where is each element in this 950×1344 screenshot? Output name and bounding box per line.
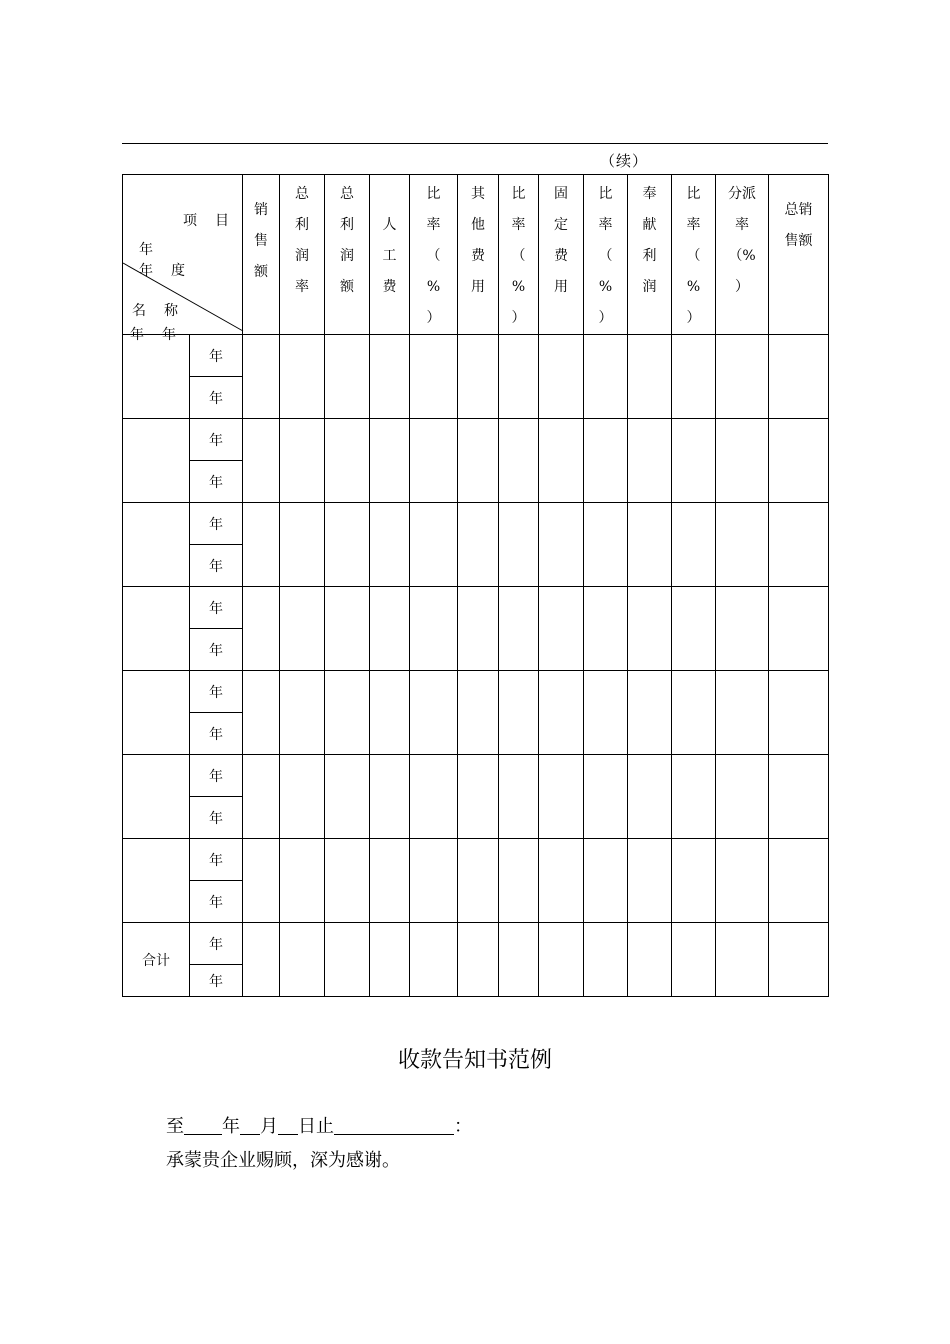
data-cell[interactable] — [716, 839, 769, 923]
name-cell — [123, 755, 190, 839]
header-row — [123, 175, 829, 335]
column-header-char: 工 — [382, 248, 397, 264]
data-cell[interactable] — [325, 671, 370, 755]
data-cell[interactable] — [243, 587, 280, 671]
column-header-char: 献 — [642, 217, 657, 233]
column-header-char: 用 — [471, 279, 485, 295]
data-cell[interactable] — [458, 335, 499, 419]
data-cell[interactable] — [325, 587, 370, 671]
data-cell[interactable] — [584, 503, 628, 587]
column-header — [280, 175, 325, 335]
data-cell[interactable] — [584, 335, 628, 419]
month-blank[interactable] — [240, 1114, 260, 1135]
data-cell[interactable] — [410, 419, 458, 503]
data-cell[interactable] — [499, 755, 539, 839]
year-label: 年 — [139, 242, 155, 258]
name-cell — [123, 839, 190, 923]
data-cell[interactable] — [769, 923, 829, 997]
column-header-char: 他 — [471, 217, 485, 233]
column-header-char: （ — [426, 248, 441, 264]
column-header-char: ） — [735, 279, 749, 295]
data-cell[interactable] — [280, 503, 325, 587]
data-cell[interactable] — [769, 839, 829, 923]
column-header-char: 其 — [471, 186, 485, 202]
name-cell — [123, 671, 190, 755]
data-cell[interactable] — [628, 755, 672, 839]
table-row — [123, 503, 829, 545]
column-header-char: （% — [728, 248, 756, 264]
column-header-char: 率 — [735, 217, 749, 233]
data-cell[interactable] — [458, 503, 499, 587]
column-header — [370, 175, 410, 335]
data-cell[interactable] — [458, 587, 499, 671]
column-header-char: 利 — [295, 217, 309, 233]
data-cell[interactable] — [584, 419, 628, 503]
data-cell[interactable] — [370, 419, 410, 503]
column-header-char: 销 — [254, 202, 268, 218]
column-header-char: 人 — [382, 217, 397, 233]
continued-label: （续） — [600, 152, 649, 170]
column-header — [325, 175, 370, 335]
data-cell[interactable] — [280, 335, 325, 419]
data-cell[interactable] — [539, 335, 584, 419]
data-cell[interactable] — [672, 839, 716, 923]
column-header-char: 额 — [340, 279, 354, 295]
data-cell[interactable] — [325, 419, 370, 503]
column-header-char: 润 — [642, 279, 657, 295]
column-header-char: 用 — [554, 279, 568, 295]
column-header — [499, 175, 539, 335]
data-cell[interactable] — [628, 419, 672, 503]
column-header — [769, 175, 829, 335]
column-header-char: % — [511, 279, 526, 295]
data-cell[interactable] — [280, 671, 325, 755]
data-cell[interactable] — [716, 419, 769, 503]
column-header-char: 利 — [642, 248, 657, 264]
data-cell[interactable] — [370, 335, 410, 419]
data-cell[interactable] — [325, 335, 370, 419]
name-cell — [123, 503, 190, 587]
data-cell[interactable] — [325, 503, 370, 587]
name-cell — [123, 335, 190, 419]
table-row — [123, 335, 829, 377]
notice-title: 收款告知书范例 — [397, 1048, 552, 1073]
data-cell[interactable] — [280, 587, 325, 671]
data-cell[interactable] — [584, 923, 628, 997]
data-cell[interactable] — [672, 335, 716, 419]
year-blank[interactable] — [184, 1114, 222, 1135]
year-cell: 年 — [190, 839, 243, 881]
column-header-char: 比 — [598, 186, 613, 202]
year-cell: 年 — [190, 461, 243, 503]
year-cell: 年 — [190, 965, 243, 997]
column-header-char: 分派 — [728, 186, 756, 202]
column-header-char: 售 — [254, 233, 268, 249]
data-cell[interactable] — [716, 671, 769, 755]
data-cell[interactable] — [769, 419, 829, 503]
year-cell: 年 — [190, 671, 243, 713]
data-cell[interactable] — [672, 923, 716, 997]
data-cell[interactable] — [325, 755, 370, 839]
column-header-char: （ — [686, 248, 701, 264]
column-header-char: 润 — [340, 248, 354, 264]
data-cell[interactable] — [370, 839, 410, 923]
data-cell[interactable] — [769, 503, 829, 587]
data-cell[interactable] — [769, 671, 829, 755]
year-cell: 年 — [190, 755, 243, 797]
data-cell[interactable] — [672, 587, 716, 671]
column-header-char: ） — [511, 310, 526, 326]
data-cell[interactable] — [280, 923, 325, 997]
column-header-char: 率 — [686, 217, 701, 233]
data-cell[interactable] — [280, 419, 325, 503]
table-row — [123, 923, 829, 965]
notice-period-line — [166, 1112, 472, 1138]
data-cell[interactable] — [628, 923, 672, 997]
table-row — [123, 671, 829, 713]
data-cell[interactable] — [539, 671, 584, 755]
column-header-char: 总 — [295, 186, 309, 202]
column-header-char: % — [686, 279, 701, 295]
year-cell: 年 — [190, 545, 243, 587]
column-header-char: ） — [686, 310, 701, 326]
year-cell: 年 — [190, 797, 243, 839]
column-header-char: % — [598, 279, 613, 295]
day-until-label: 日止 — [298, 1116, 334, 1137]
column-header-char: 奉 — [642, 186, 657, 202]
data-cell[interactable] — [672, 419, 716, 503]
table-row — [123, 419, 829, 461]
column-header — [539, 175, 584, 335]
data-cell[interactable] — [243, 671, 280, 755]
data-cell[interactable] — [410, 755, 458, 839]
data-cell[interactable] — [280, 755, 325, 839]
notice-greeting: 承蒙贵企业赐顾，深为感谢。 — [166, 1150, 400, 1171]
data-cell[interactable] — [539, 419, 584, 503]
column-header — [584, 175, 628, 335]
column-header-char: 比 — [426, 186, 441, 202]
data-cell[interactable] — [280, 839, 325, 923]
column-header — [410, 175, 458, 335]
column-header-char: 固 — [554, 186, 568, 202]
item-label: 项 目 — [183, 213, 231, 229]
column-header-char: 润 — [295, 248, 309, 264]
column-header-char: （ — [511, 248, 526, 264]
column-header-char: 定 — [554, 217, 568, 233]
fiscal-year-label: 年 度 — [139, 263, 187, 279]
data-cell[interactable] — [325, 839, 370, 923]
data-cell[interactable] — [243, 419, 280, 503]
column-header-char: 费 — [554, 248, 568, 264]
data-cell[interactable] — [539, 503, 584, 587]
data-cell[interactable] — [716, 503, 769, 587]
sales-table — [122, 174, 829, 997]
year-cell: 年 — [190, 377, 243, 419]
column-header-char: 额 — [254, 264, 268, 280]
data-cell[interactable] — [716, 755, 769, 839]
year-label: 年 — [222, 1116, 240, 1137]
column-header — [458, 175, 499, 335]
data-cell[interactable] — [539, 839, 584, 923]
column-header-char: ） — [598, 310, 613, 326]
data-cell[interactable] — [628, 503, 672, 587]
data-cell[interactable] — [410, 335, 458, 419]
column-header-char: 率 — [511, 217, 526, 233]
data-cell[interactable] — [716, 587, 769, 671]
data-cell[interactable] — [499, 839, 539, 923]
customer-blank[interactable] — [334, 1114, 454, 1135]
column-header-char: 率 — [598, 217, 613, 233]
data-cell[interactable] — [769, 335, 829, 419]
column-header-char: （ — [598, 248, 613, 264]
column-header-char: 利 — [340, 217, 354, 233]
data-cell[interactable] — [499, 335, 539, 419]
column-header — [628, 175, 672, 335]
year-cell: 年 — [190, 335, 243, 377]
data-cell[interactable] — [410, 923, 458, 997]
column-header-char: 率 — [295, 279, 309, 295]
data-cell[interactable] — [716, 923, 769, 997]
data-cell[interactable] — [410, 671, 458, 755]
data-cell[interactable] — [243, 503, 280, 587]
data-cell[interactable] — [584, 755, 628, 839]
data-cell[interactable] — [243, 335, 280, 419]
data-cell[interactable] — [370, 671, 410, 755]
column-header — [243, 175, 280, 335]
year-cell: 年 — [190, 419, 243, 461]
data-cell[interactable] — [716, 335, 769, 419]
year-year-label: 年 年 — [130, 327, 178, 343]
column-header — [716, 175, 769, 335]
column-header-char: 售额 — [784, 233, 813, 249]
data-cell[interactable] — [458, 755, 499, 839]
data-cell[interactable] — [499, 923, 539, 997]
data-cell[interactable] — [243, 839, 280, 923]
data-cell[interactable] — [243, 923, 280, 997]
data-cell[interactable] — [672, 755, 716, 839]
data-cell[interactable] — [410, 839, 458, 923]
column-header-char: 率 — [426, 217, 441, 233]
data-cell[interactable] — [539, 923, 584, 997]
column-header-char: 总 — [340, 186, 354, 202]
data-cell[interactable] — [584, 671, 628, 755]
day-blank[interactable] — [278, 1114, 298, 1135]
data-cell[interactable] — [458, 923, 499, 997]
top-rule — [122, 143, 828, 144]
data-cell[interactable] — [243, 755, 280, 839]
year-cell: 年 — [190, 503, 243, 545]
year-cell: 年 — [190, 881, 243, 923]
name-cell — [123, 587, 190, 671]
data-cell[interactable] — [584, 839, 628, 923]
data-cell[interactable] — [458, 671, 499, 755]
to-label: 至 — [166, 1116, 184, 1137]
data-cell[interactable] — [539, 587, 584, 671]
data-cell[interactable] — [628, 587, 672, 671]
year-cell: 年 — [190, 587, 243, 629]
month-label: 月 — [260, 1116, 278, 1137]
data-cell[interactable] — [539, 755, 584, 839]
data-cell[interactable] — [499, 419, 539, 503]
data-cell[interactable] — [325, 923, 370, 997]
data-cell[interactable] — [499, 503, 539, 587]
year-cell: 年 — [190, 713, 243, 755]
data-cell[interactable] — [410, 503, 458, 587]
column-header-char: % — [426, 279, 441, 295]
column-header-char: ） — [426, 310, 441, 326]
total-label: 合计 — [123, 923, 190, 997]
name-cell — [123, 419, 190, 503]
data-cell[interactable] — [584, 587, 628, 671]
colon: ： — [454, 1116, 472, 1137]
data-cell[interactable] — [672, 671, 716, 755]
column-header-char: 比 — [511, 186, 526, 202]
column-header-char: 总销 — [784, 202, 813, 218]
data-cell[interactable] — [628, 671, 672, 755]
column-header — [672, 175, 716, 335]
table-row — [123, 587, 829, 629]
data-cell[interactable] — [628, 335, 672, 419]
data-cell[interactable] — [370, 587, 410, 671]
name-label: 名 称 — [132, 303, 180, 319]
column-header-char: 比 — [686, 186, 701, 202]
data-cell[interactable] — [370, 923, 410, 997]
year-cell: 年 — [190, 923, 243, 965]
table-row — [123, 755, 829, 797]
year-cell: 年 — [190, 629, 243, 671]
data-cell[interactable] — [370, 503, 410, 587]
diagonal-header-cell — [123, 175, 243, 343]
data-cell[interactable] — [769, 587, 829, 671]
data-cell[interactable] — [499, 671, 539, 755]
data-cell[interactable] — [370, 755, 410, 839]
data-cell[interactable] — [672, 503, 716, 587]
data-cell[interactable] — [458, 419, 499, 503]
data-cell[interactable] — [499, 587, 539, 671]
table-row — [123, 839, 829, 881]
data-cell[interactable] — [458, 839, 499, 923]
data-cell[interactable] — [628, 839, 672, 923]
column-header-char: 费 — [382, 279, 397, 295]
data-cell[interactable] — [410, 587, 458, 671]
column-header-char: 费 — [471, 248, 485, 264]
data-cell[interactable] — [769, 755, 829, 839]
